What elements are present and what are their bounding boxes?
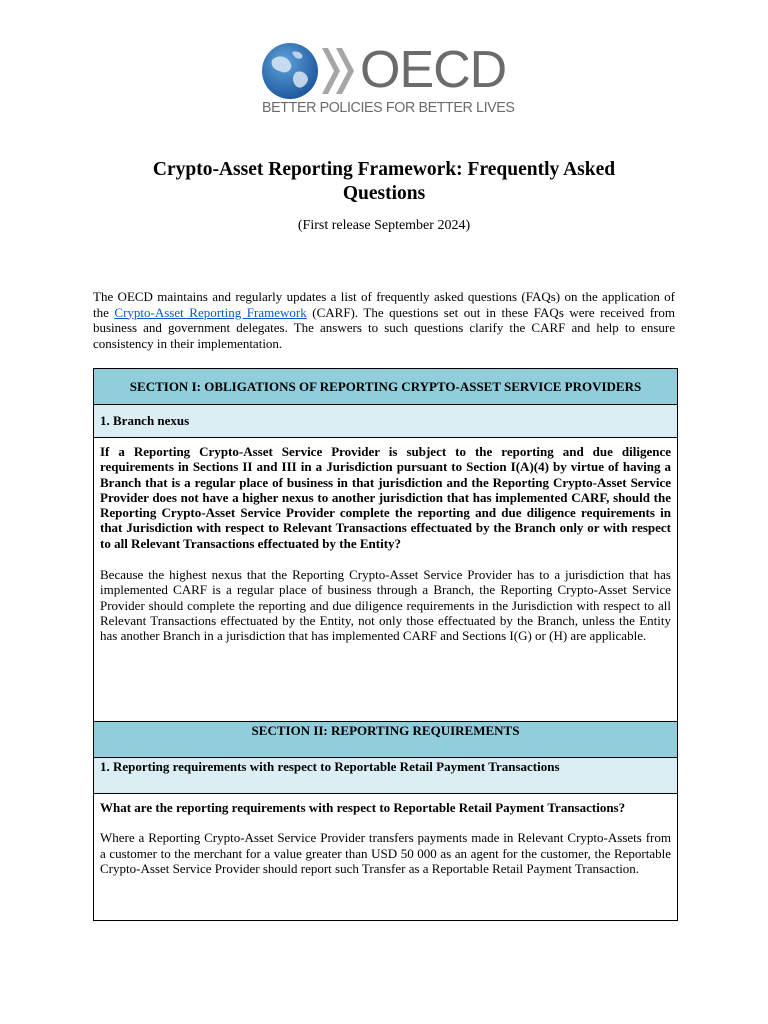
- faq-cell: [94, 438, 678, 722]
- faq-cell: [94, 794, 678, 921]
- subsection-header: [94, 405, 678, 438]
- intro-paragraph: [93, 289, 675, 351]
- oecd-tagline: BETTER POLICIES FOR BETTER LIVES: [262, 100, 515, 116]
- section-title: SECTION II: REPORTING REQUIREMENTS: [94, 722, 678, 758]
- subsection-title: 1. Branch nexus: [94, 405, 678, 438]
- page-title: Crypto-Asset Reporting Framework: Frequently Asked Questions: [152, 159, 616, 204]
- faq-answer: Because the highest nexus that the Reporting Crypto-Asset Service Provider has to a jurisdiction that has implemented CARF is a regular place of business through a Branch, the Reporting Crypto-Asset Service Provider should complete the reporting and due diligence requirements in the Jurisdiction with respect to all Relevant Transactions effectuated by the Entity, not only those effectuated by the Branch, unless the Entity has another Branch in a jurisdiction that has implemented CARF and Sections I(G) or (H) are applicable.: [100, 567, 671, 644]
- intro-text-after: (CARF). The questions set out in these FAQs were received from business and government delegates. The answers to such questions clarify the CARF and help to ensure consistency in their implementation.: [93, 304, 675, 351]
- section-header: [94, 722, 678, 758]
- oecd-wordmark: OECD: [360, 41, 507, 99]
- subsection-header: [94, 758, 678, 794]
- faq-question: If a Reporting Crypto-Asset Service Provider is subject to the reporting and due diligence requirements in Sections II and III in a Jurisdiction pursuant to Section I(A)(4) by virtue of having a Branch that is a regular place of business in that jurisdiction and the Reporting Crypto-Asset Service Provider does not have a higher nexus to another jurisdiction that has implemented CARF, should the Reporting Crypto-Asset Service Provider complete the reporting and due diligence requirements in that Jurisdiction with respect to Relevant Transactions effectuated by the Branch only or with respect to all Relevant Transactions effectuated by the Entity?: [100, 444, 671, 551]
- section-header: [94, 369, 678, 405]
- section-title: SECTION I: OBLIGATIONS OF REPORTING CRYPTO-ASSET SERVICE PROVIDERS: [94, 369, 678, 405]
- carf-link[interactable]: Crypto-Asset Reporting Framework: [114, 304, 307, 320]
- faq-entry: [94, 438, 678, 722]
- intro-text-before: The OECD maintains and regularly updates a list of frequently asked questions (FAQs) on the application of the: [93, 289, 675, 320]
- faq-entry: [94, 794, 678, 921]
- globe-chevron-icon: [262, 42, 362, 102]
- release-note: (First release September 2024): [297, 218, 471, 233]
- oecd-logo: [262, 41, 515, 120]
- faq-answer: Where a Reporting Crypto-Asset Service Provider transfers payments made in Relevant Crypto-Assets from a customer to the merchant for a value greater than USD 50 000 as an agent for the customer, the Reportable Crypto-Asset Service Provider should report such Transfer as a Reportable Retail Payment Transaction.: [100, 830, 671, 876]
- faq-question: What are the reporting requirements with respect to Reportable Retail Payment Transactions?: [100, 800, 626, 815]
- faq-table: [93, 368, 678, 921]
- subsection-title: 1. Reporting requirements with respect to Reportable Retail Payment Transactions: [94, 758, 678, 794]
